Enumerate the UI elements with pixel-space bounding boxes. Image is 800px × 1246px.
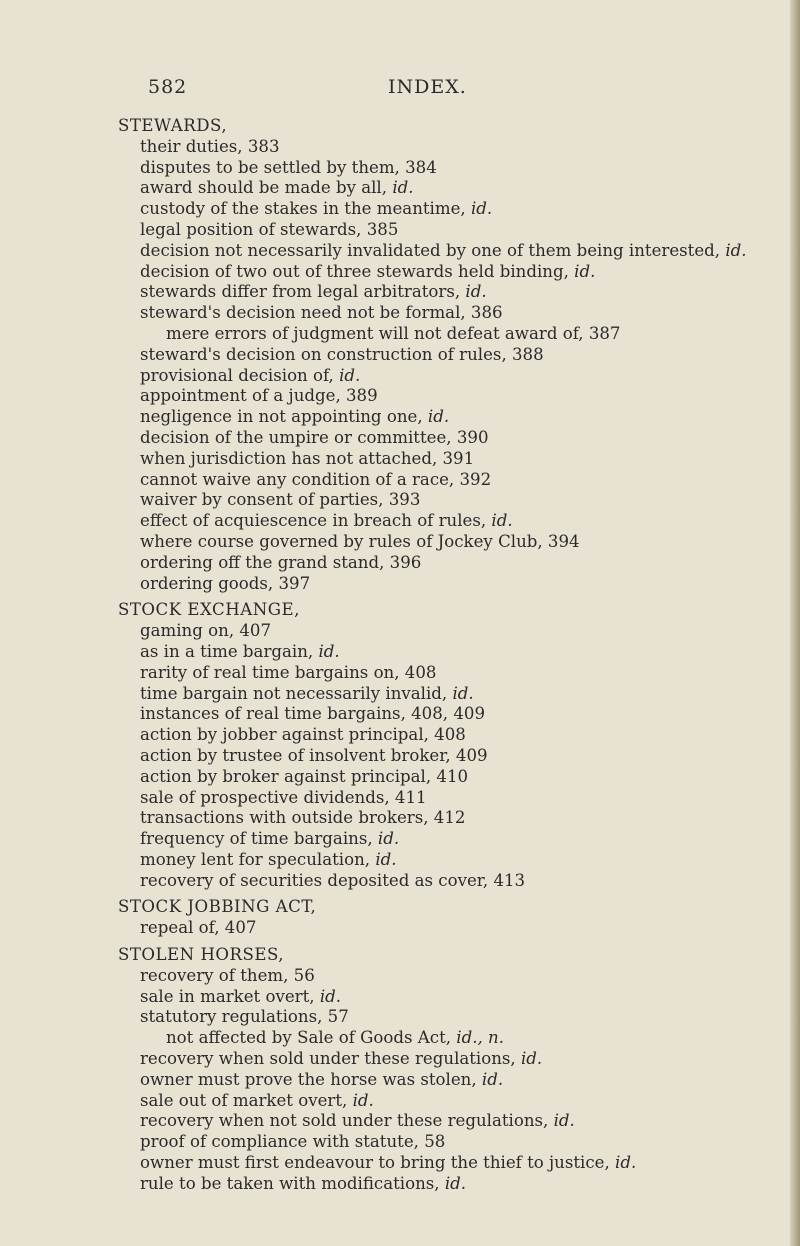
index-entry [118,600,778,891]
index-line-idem: id. [491,511,513,531]
index-line [118,788,778,809]
index-entry [118,897,778,939]
index-line-idem: id. [392,178,414,198]
index-line [118,1028,778,1049]
index-line-text: money lent for speculation, [140,849,371,869]
index-line [118,199,778,220]
index-line [118,241,778,262]
index-line-text: action by jobber against principal, 408 [140,725,466,745]
index-line [118,386,778,407]
index-line [118,158,778,179]
index-line-text: gaming on, 407 [140,621,272,641]
index-line [118,1174,778,1195]
index-line [118,1153,778,1174]
index-line-text: award should be made by all, [140,178,388,198]
index-line-idem: id. [481,1069,504,1089]
index-line [118,428,778,449]
index-line-text: action by broker against principal, 410 [140,766,469,786]
index-line-idem: id. [452,683,474,703]
index-line [118,1007,778,1028]
index-line-idem: id. [574,261,596,281]
index-line-idem: id. [470,199,493,219]
index-line-idem: id., n. [456,1028,505,1048]
index-line-text: recovery of them, 56 [140,965,315,985]
index-line-text: mere errors of judgment will not defeat award of, 387 [166,323,621,343]
index-line-idem: id. [553,1111,575,1131]
index-line-idem: id. [444,1173,467,1193]
index-line-text: ordering goods, 397 [140,573,311,593]
index-line-idem: id. [352,1090,374,1110]
page-edge [790,0,800,1246]
index-line-text: cannot waive any condition of a race, 392 [140,469,492,489]
index-line [118,490,778,511]
index-line-text: decision not necessarily invalidated by one of them being interested, [140,240,721,260]
index-line-text: proof of compliance with statute, 58 [140,1132,446,1152]
index-line-idem: id. [319,986,342,1006]
entry-heading: STEWARDS, [118,116,228,135]
index-entry [118,116,778,594]
index-line-idem: id. [465,282,487,302]
index-line-text: statutory regulations, 57 [140,1007,349,1027]
index-line-text: appointment of a judge, 389 [140,386,378,406]
page-header [148,76,588,104]
index-line [118,987,778,1008]
index-line [118,178,778,199]
index-line-text: owner must first endeavour to bring the thief to justice, [140,1153,610,1173]
page-number: 582 [148,76,188,98]
index-line-text: decision of the umpire or committee, 390 [140,427,489,447]
index-line-idem: id. [318,641,340,661]
index-line [118,220,778,241]
index-line [118,808,778,829]
index-line-idem: id. [521,1049,543,1069]
index-line [118,574,778,595]
index-line-text: owner must prove the horse was stolen, [140,1069,477,1089]
index-line [118,918,778,939]
index-line-text: rule to be taken with modifications, [140,1173,440,1193]
index-line [118,345,778,366]
index-line [118,532,778,553]
entry-heading: STOCK EXCHANGE, [118,600,300,620]
index-line [118,642,778,663]
index-line [118,704,778,725]
index-line-text: recovery when sold under these regulations, [140,1049,516,1069]
index-line [118,282,778,303]
index-line-text: sale out of market overt, [140,1090,348,1110]
index-line-text: legal position of stewards, 385 [140,219,399,239]
index-entry [118,945,778,1195]
index-body [118,116,778,1201]
index-line [118,725,778,746]
index-line-text: stewards differ from legal arbitrators, [140,282,461,302]
index-line [118,850,778,871]
index-line [118,407,778,428]
index-line [118,553,778,574]
index-line-text: negligence in not appointing one, [140,407,423,427]
index-line [118,137,778,158]
index-line [118,1091,778,1112]
index-line-text: sale in market overt, [140,986,315,1006]
index-line [118,871,778,892]
index-line-text: disputes to be settled by them, 384 [140,157,437,177]
index-line-text: provisional decision of, [140,365,334,385]
index-line-text: steward's decision need not be formal, 386 [140,303,503,323]
index-line-text: instances of real time bargains, 408, 409 [140,704,486,724]
index-line-text: effect of acquiescence in breach of rules, [140,511,487,531]
index-line-idem: id. [375,849,397,869]
index-line-idem: id. [725,240,747,260]
index-line [118,511,778,532]
index-line-text: repeal of, 407 [140,918,257,938]
index-line-idem: id. [377,829,400,849]
index-line [118,324,778,345]
index-line-text: rarity of real time bargains on, 408 [140,662,437,682]
index-line [118,1070,778,1091]
index-line-idem: id. [339,365,361,385]
index-line-text: not affected by Sale of Goods Act, [166,1028,452,1048]
index-line-text: recovery when not sold under these regulations, [140,1111,549,1131]
running-head: INDEX. [388,76,467,98]
index-line-text: when jurisdiction has not attached, 391 [140,448,475,468]
index-line-text: as in a time bargain, [140,641,314,661]
index-line-text: where course governed by rules of Jockey Club, 394 [140,531,580,551]
index-line [118,1111,778,1132]
index-line-text: action by trustee of insolvent broker, 409 [140,745,488,765]
index-line [118,684,778,705]
index-line-text: transactions with outside brokers, 412 [140,808,466,828]
index-line [118,621,778,642]
index-line [118,1132,778,1153]
index-line-text: their duties, 383 [140,136,280,156]
index-line-text: steward's decision on construction of rules, 388 [140,344,544,364]
index-line [118,449,778,470]
index-line-text: recovery of securities deposited as cover, 413 [140,870,526,890]
index-line [118,829,778,850]
index-line [118,470,778,491]
index-line-text: sale of prospective dividends, 411 [140,787,427,807]
index-line [118,262,778,283]
index-line-text: frequency of time bargains, [140,829,373,849]
index-line-text: time bargain not necessarily invalid, [140,683,448,703]
index-line-text: ordering off the grand stand, 396 [140,552,422,572]
index-line [118,1049,778,1070]
index-line [118,366,778,387]
index-line-idem: id. [427,407,450,427]
entry-heading: STOCK JOBBING ACT, [118,897,317,917]
entry-heading: STOLEN HORSES, [118,945,285,965]
index-line-text: waiver by consent of parties, 393 [140,490,421,510]
index-line [118,767,778,788]
index-line [118,663,778,684]
index-line [118,746,778,767]
index-line [118,303,778,324]
index-line-text: decision of two out of three stewards held binding, [140,261,569,281]
index-line [118,966,778,987]
index-line-text: custody of the stakes in the meantime, [140,199,466,219]
index-line-idem: id. [615,1153,637,1173]
